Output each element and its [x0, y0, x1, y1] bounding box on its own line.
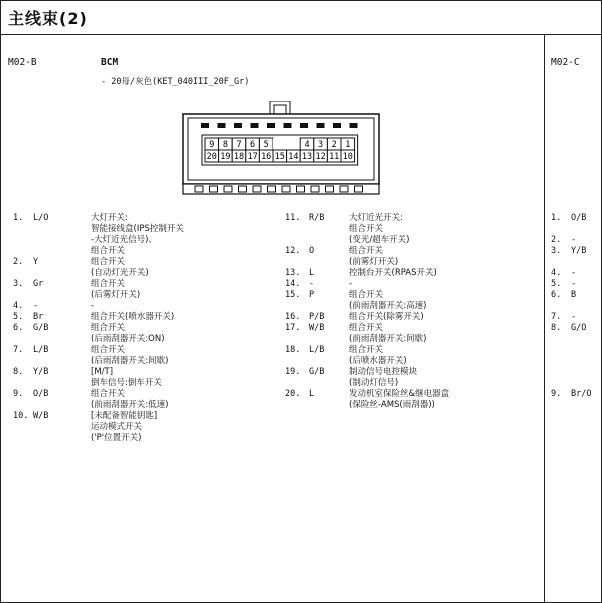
pin-entry — [551, 312, 602, 323]
pin-description: (后雾灯开关) — [91, 290, 141, 300]
spacer — [551, 345, 602, 356]
pin-entry — [551, 268, 602, 279]
pin-description: 大灯开关: — [91, 213, 128, 223]
pin-cavity-number: 5 — [263, 140, 269, 151]
connector-tooth — [224, 186, 232, 192]
pin-entry — [285, 213, 543, 246]
pin-description: (前雨刮器开关:高速) — [349, 301, 427, 311]
wire-color: P/B — [309, 312, 325, 322]
pin-entry — [13, 213, 273, 257]
pin-number: 18. — [285, 345, 301, 355]
connector-key — [234, 123, 242, 128]
pin-entry — [285, 268, 543, 279]
pin-number: 10. — [13, 411, 29, 421]
pin-entry — [13, 367, 273, 389]
wire-color: - — [309, 279, 315, 289]
pin-number: 16. — [285, 312, 301, 322]
pin-description: 智能接线盒(IPS控制开关 — [91, 224, 184, 234]
pin-entry — [285, 246, 543, 268]
pin-description: (前雨刮器开关:间歇) — [349, 334, 427, 344]
pin-number: 12. — [285, 246, 301, 256]
pin-number: 19. — [285, 367, 301, 377]
pin-description: - — [91, 301, 95, 311]
pin-description: 发动机室保险丝&继电器盒 — [349, 389, 450, 399]
connector-key — [251, 123, 259, 128]
pin-number: 8. — [551, 323, 562, 333]
connector-c-id: M02-C — [551, 57, 580, 68]
pin-cavity-number: 8 — [222, 140, 228, 151]
pin-description: 组合开关(喷水器开关) — [91, 312, 175, 322]
connector-tooth — [311, 186, 319, 192]
pin-description: (自动灯光开关) — [91, 268, 149, 278]
pin-description: 组合开关 — [349, 246, 384, 256]
connector-tooth — [195, 186, 203, 192]
pin-cavity-number: 10 — [342, 152, 353, 163]
pin-number: 15. — [285, 290, 301, 300]
pin-cavity-number: 1 — [345, 140, 351, 151]
pin-cavity-number: 17 — [247, 152, 258, 163]
pin-description: 组合开关 — [91, 279, 126, 289]
pin-number: 2. — [551, 235, 562, 245]
pin-description: ('P'位置开关) — [91, 433, 142, 443]
connector-tooth — [326, 186, 334, 192]
connector-key — [300, 123, 308, 128]
wire-color: Br — [33, 312, 44, 322]
pin-description: 组合开关 — [349, 345, 384, 355]
pin-number: 4. — [13, 301, 24, 311]
pin-description: 组合开关 — [91, 257, 126, 267]
connector-key — [267, 123, 275, 128]
connector-key — [333, 123, 341, 128]
wire-color: L — [309, 268, 315, 278]
pin-cavity-number: 12 — [315, 152, 326, 163]
pin-description: 组合开关 — [91, 323, 126, 333]
connector-tooth — [297, 186, 305, 192]
wire-color: O/B — [571, 213, 587, 223]
pin-entry — [551, 389, 602, 400]
pin-number: 2. — [13, 257, 24, 267]
pin-entry — [13, 279, 273, 301]
wire-color: R/B — [309, 213, 325, 223]
connector-tooth — [355, 186, 363, 192]
pin-entry — [13, 301, 273, 312]
wire-color: Y/B — [571, 246, 587, 256]
wire-color: - — [571, 312, 577, 322]
page-title: 主线束(2) — [8, 9, 88, 28]
pin-description: 制动信号电控模块 — [349, 367, 418, 377]
pin-cavity-number: 14 — [288, 152, 299, 163]
wire-color: O — [309, 246, 315, 256]
wire-color: Br/O — [571, 389, 592, 399]
pin-description: (后雨刮器开关:间歇) — [91, 356, 169, 366]
connector-tooth — [253, 186, 261, 192]
pin-cavity-number: 4 — [304, 140, 310, 151]
pin-number: 1. — [13, 213, 24, 223]
wire-color: O/B — [33, 389, 49, 399]
spacer — [551, 224, 602, 235]
pin-entry — [285, 290, 543, 312]
pin-entry — [551, 246, 602, 257]
pin-description: 组合开关 — [349, 224, 384, 234]
pin-list-connector-c — [551, 213, 602, 400]
pin-number: 9. — [13, 389, 24, 399]
pin-number: 5. — [551, 279, 562, 289]
pin-number: 7. — [551, 312, 562, 322]
wire-color: - — [33, 301, 39, 311]
spacer — [551, 257, 602, 268]
connector-b-name: BCM — [101, 57, 119, 68]
pin-number: 4. — [551, 268, 562, 278]
connector-tooth — [340, 186, 348, 192]
pin-entry — [13, 312, 273, 323]
pin-description: (前雾灯开关) — [349, 257, 399, 267]
connector-key — [284, 123, 292, 128]
pin-number: 20. — [285, 389, 301, 399]
connector-key — [317, 123, 325, 128]
pin-list-left — [13, 213, 273, 444]
pin-cavity-number: 11 — [329, 152, 340, 163]
pin-list-right — [285, 213, 543, 411]
connector-tooth — [210, 186, 218, 192]
title-bar — [1, 1, 601, 35]
pin-entry — [551, 323, 602, 334]
pin-description: 运动模式开关 — [91, 422, 143, 432]
pin-number: 11. — [285, 213, 301, 223]
pin-cavity-number: 15 — [274, 152, 285, 163]
connector-key — [201, 123, 209, 128]
pin-description: -大灯近光信号)、 — [91, 235, 157, 245]
pin-number: 5. — [13, 312, 24, 322]
empty-cavity — [287, 138, 301, 150]
pin-number: 6. — [13, 323, 24, 333]
pin-cavity-number: 19 — [220, 152, 231, 163]
pin-number: 13. — [285, 268, 301, 278]
spacer — [551, 301, 602, 312]
spacer — [551, 378, 602, 389]
wire-color: Gr — [33, 279, 44, 289]
empty-cavity — [273, 138, 287, 150]
pin-description: 控制台开关(RPAS开关) — [349, 268, 437, 278]
pin-entry — [13, 411, 273, 444]
wire-color: - — [571, 268, 577, 278]
wire-color: - — [571, 279, 577, 289]
pin-description: (保险丝-AMS(雨刮器)) — [349, 400, 435, 410]
pin-entry — [13, 345, 273, 367]
spacer — [551, 367, 602, 378]
pin-description: 组合开关 — [91, 246, 126, 256]
pin-description: 组合开关(除雾开关) — [349, 312, 424, 322]
pin-description: (前雨刮器开关:低速) — [91, 400, 169, 410]
pin-number: 9. — [551, 389, 562, 399]
pin-entry — [285, 323, 543, 345]
pin-entry — [13, 323, 273, 345]
pin-entry — [13, 257, 273, 279]
pin-entry — [285, 367, 543, 389]
pin-number: 3. — [13, 279, 24, 289]
pin-number: 17. — [285, 323, 301, 333]
pin-description: (后雨刮器开关:ON) — [91, 334, 165, 344]
connector-key — [218, 123, 226, 128]
connector-diagram — [181, 101, 381, 199]
connector-tooth — [282, 186, 290, 192]
pin-description: 组合开关 — [349, 323, 384, 333]
wire-color: B — [571, 290, 577, 300]
pin-entry — [13, 389, 273, 411]
pin-number: 14. — [285, 279, 301, 289]
pin-cavity-number: 2 — [331, 140, 337, 151]
pin-description: 组合开关 — [91, 389, 126, 399]
column-divider — [544, 35, 545, 602]
pin-description: (后喷水器开关) — [349, 356, 407, 366]
wire-color: G/B — [33, 323, 49, 333]
pin-entry — [551, 290, 602, 301]
pin-number: 3. — [551, 246, 562, 256]
pin-number: 6. — [551, 290, 562, 300]
connector-b-id: M02-B — [8, 57, 37, 68]
pin-number: 8. — [13, 367, 24, 377]
wire-color: Y/B — [33, 367, 49, 377]
pin-entry — [285, 312, 543, 323]
pin-description: (制动灯信号) — [349, 378, 399, 388]
pin-description: - — [349, 279, 353, 289]
wire-color: P — [309, 290, 315, 300]
connector-b-spec: - 20母/灰色(KET_040III_20F_Gr) — [101, 77, 250, 87]
wire-color: Y — [33, 257, 39, 267]
pin-cavity-number: 7 — [236, 140, 242, 151]
wire-color: W/B — [309, 323, 325, 333]
spacer — [551, 334, 602, 345]
connector-tooth — [268, 186, 276, 192]
connector-key — [350, 123, 358, 128]
pin-cavity-number: 18 — [233, 152, 245, 163]
pin-number: 7. — [13, 345, 24, 355]
pin-cavity-number: 9 — [209, 140, 215, 151]
wire-color: G/B — [309, 367, 325, 377]
pin-cavity-number: 6 — [250, 140, 256, 151]
pin-entry — [551, 279, 602, 290]
pin-description: 组合开关 — [349, 290, 384, 300]
pin-entry — [285, 389, 543, 411]
wire-color: L — [309, 389, 315, 399]
pin-description: [M/T] — [91, 367, 114, 377]
connector-tooth — [239, 186, 247, 192]
wire-color: L/B — [309, 345, 325, 355]
pin-description: 倒车信号:倒车开关 — [91, 378, 162, 388]
pin-entry — [285, 345, 543, 367]
spacer — [551, 356, 602, 367]
pin-cavity-number: 3 — [318, 140, 324, 151]
pin-cavity-number: 13 — [301, 152, 313, 163]
pin-description: 组合开关 — [91, 345, 126, 355]
pin-entry — [551, 235, 602, 246]
wire-color: W/B — [33, 411, 49, 421]
pin-cavity-number: 16 — [261, 152, 272, 163]
pin-number: 1. — [551, 213, 562, 223]
pin-entry — [551, 213, 602, 224]
wire-color: L/B — [33, 345, 49, 355]
wire-color: G/O — [571, 323, 587, 333]
pin-description: 大灯近光开关: — [349, 213, 403, 223]
pin-cavity-number: 20 — [206, 152, 217, 163]
pin-description: (变光/超车开关) — [349, 235, 410, 245]
pin-entry — [285, 279, 543, 290]
wire-color: - — [571, 235, 577, 245]
wire-color: L/O — [33, 213, 49, 223]
pin-description: [未配备智能钥匙] — [91, 411, 158, 421]
